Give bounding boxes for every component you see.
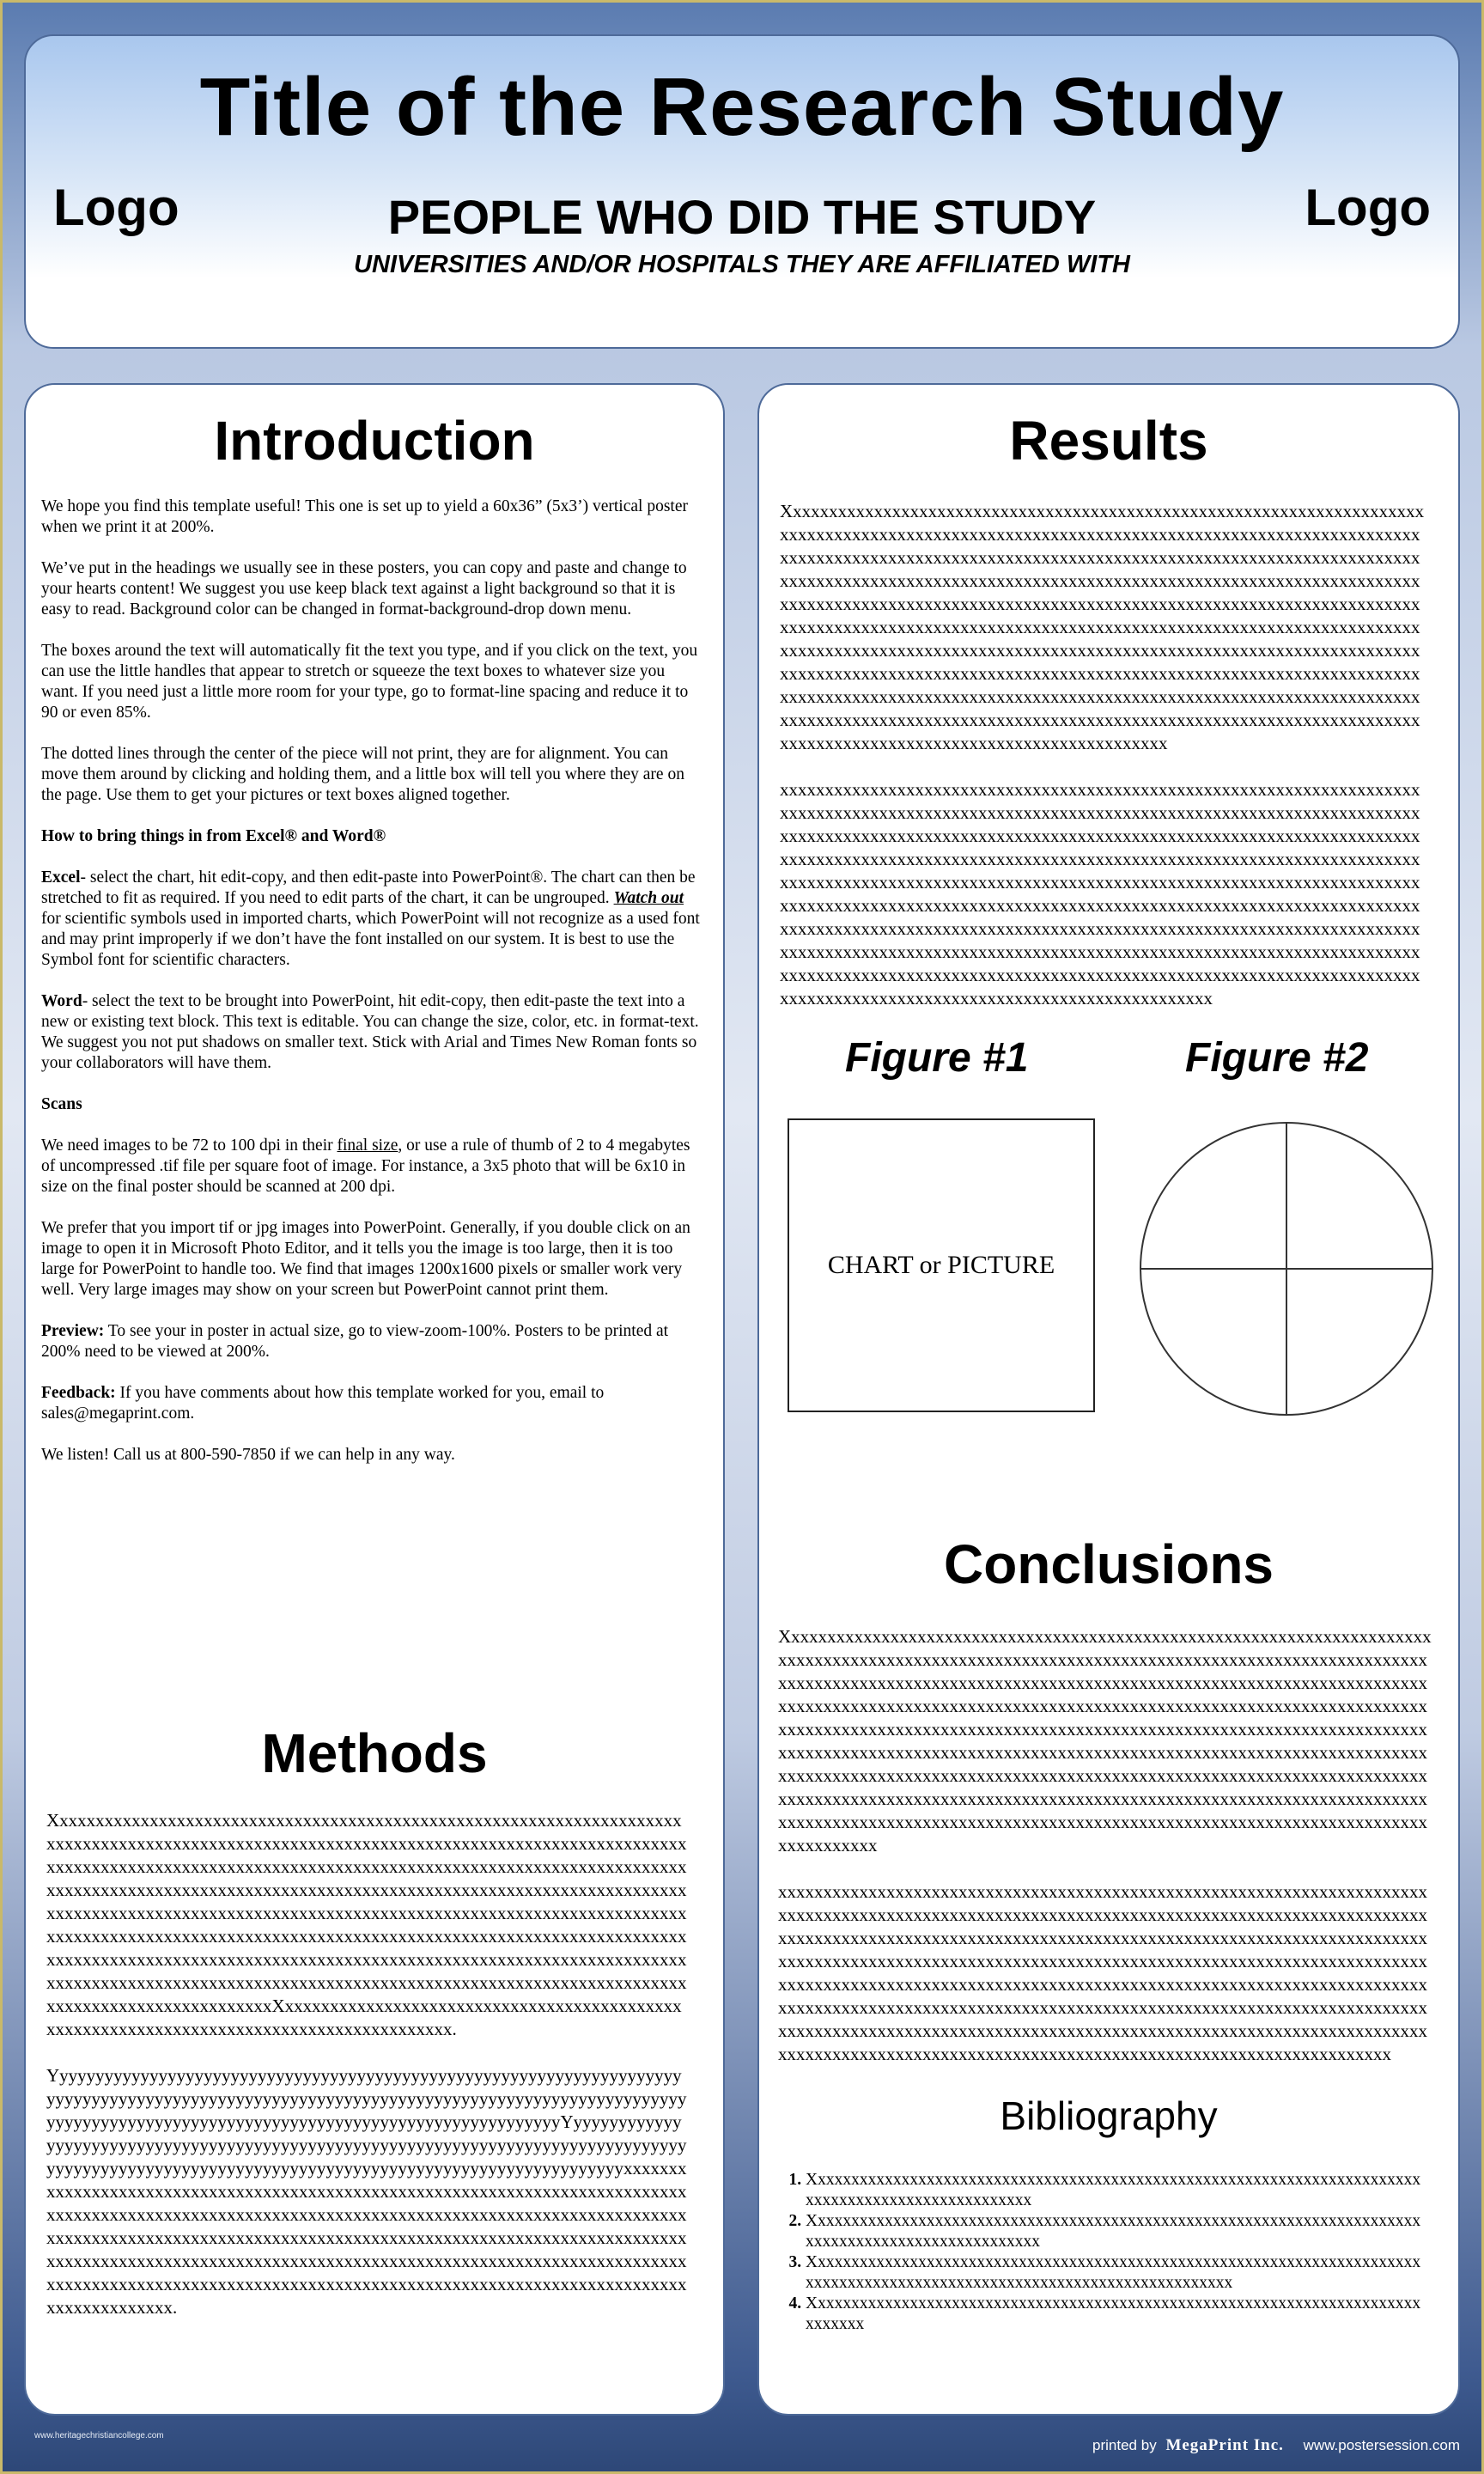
results-paragraph: Xxxxxxxxxxxxxxxxxxxxxxxxxxxxxxxxxxxxxxxxxxxxxxxxxxxxxxxxxxxxxxxxxxxxxxxxxxxxxxxxxxxxxxxxxxxxxxxxxxxxxxxxxxxxxxxxxxxxxxxxxxxxxxxxxxxxxxxxxxxxxxxxxxxxxxxxxxxxxxxxxxxxxxxxxxxxxxxxxxxxxxxxxxxxxxxxxxxxxxxxxxxxxxxxxxxxxxxxxxxxxxxxxxxxxxxxxxxxxxxxxxxxxxxxxxxxxxxxxxxxxxxxxxxxxxxxxxxxxxxxxxxxxxxxxxxxxxxxxxxxxxxxxxxxxxxxxxxxxxxxxxxxxxxxxxxxxxxxxxxxxxxxxxxxxxxxxxxxxxxxxxxxxxxxxxxxxxxxxxxxxxxxxxxxxxxxxxxxxxxxxxxxxxxxxxxxxxxxxxxxxxxxxxxxxxxxxxxxxxxxxxxxxxxxxxxxxxxxxxxxxxxxxxxxxxxxxxxxxxxxxxxxxxxxxxxxxxxxxxxxxxxxxxxxxxxxxxxxxxxxxxxxxxxxxxxxxxxxxxxxxxxxxxxxxxxxxxxxxxxxxxxxxxxxxxxxxxxxxxxxxxxxxxxxxxxxxxxxxxxxxxxxxxxxxxxxxxxxxxxxxxxxxxxxxxxxxxxxxxxxxxxxxxxxxxxxxxxxxxxxxxxxxxxxxxxxxxxxxxxxxxxxxxxxxxxxxxxxxxxxxxxxxxxxxxxxxxxxxxxxxxxxxxxxxxxxxxxxxxxxxxxxxxxxxxxxx bbox=[780, 501, 1425, 753]
source-watermark: www.heritagechristiancollege.com bbox=[34, 2431, 164, 2440]
bibliography-heading: Bibliography bbox=[1000, 2093, 1218, 2138]
introduction-body bbox=[41, 497, 702, 1486]
authors: PEOPLE WHO DID THE STUDY bbox=[387, 190, 1097, 244]
final-size-text: final size bbox=[337, 1136, 398, 1155]
methods-heading: Methods bbox=[261, 1722, 488, 1784]
figure-1-placeholder bbox=[788, 1118, 1095, 1412]
watch-out-text: Watch out bbox=[613, 889, 684, 907]
logo-left: Logo bbox=[53, 179, 179, 236]
scans-text-a: We need images to be 72 to 100 dpi in their bbox=[41, 1136, 338, 1155]
preview-label: Preview: bbox=[41, 1322, 105, 1340]
intro-paragraph-excel bbox=[41, 868, 702, 971]
right-column-panel bbox=[757, 383, 1460, 2416]
preview-text: To see your in poster in actual size, go to view-zoom-100%. Posters to be printed at 200% need to be viewed at 200%. bbox=[41, 1322, 669, 1361]
affiliations: UNIVERSITIES AND/OR HOSPITALS THEY ARE AFFILIATED WITH bbox=[354, 251, 1130, 278]
intro-paragraph: The dotted lines through the center of the piece will not print, they are for alignment. You can move them around by clicking and holding them, and a little box will tell you where they are on the page. Use them to get your pictures or text boxes aligned together. bbox=[41, 745, 684, 804]
printer-site: www.postersession.com bbox=[1303, 2437, 1460, 2453]
intro-paragraph: We listen! Call us at 800-590-7850 if we can help in any way. bbox=[41, 1446, 455, 1464]
left-column-panel bbox=[24, 383, 725, 2416]
poster-header bbox=[24, 34, 1460, 349]
bibliography-item: 2. Xxxxxxxxxxxxxxxxxxxxxxxxxxxxxxxxxxxxxxxxxxxxxxxxxxxxxxxxxxxxxxxxxxxxxxxxxxxxxxxxxxxxxxxxxxxxxxxxxxxxx bbox=[806, 2211, 1424, 2252]
conclusions-heading: Conclusions bbox=[943, 1533, 1274, 1595]
printer-credit bbox=[1092, 2436, 1460, 2455]
conclusions-body bbox=[778, 1625, 1432, 2089]
methods-paragraph: YyyyyyyyyyyyyyyyyyyyyyyyyyyyyyyyyyyyyyyyyyyyyyyyyyyyyyyyyyyyyyyyyyyyyyyyyyyyyyyyyyyyyyyyyyyyyyyyyyyyyyyyyyyyyyyyyyyyyyyyyyyyyyyyyyyyyyyyyyyyyyyyyyyyyyyyyyyyyyyyyyyyyyyyyyyyyyyyyyyyyyyyyyyyyyyyyyyyyyYyyyyyyyyyyyyyyyyyyyyyyyyyyyyyyyyyyyyyyyyyyyyyyyyyyyyyyyyyyyyyyyyyyyyyyyyyyyyyyyyyyyyyyyyyyyyyyyyyyyyyyyyyyyyyyyyyyyyyyyyyyyyyyyyyyyyyyyyyyyyyyyyyyyxxxxxxxxxxxxxxxxxxxxxxxxxxxxxxxxxxxxxxxxxxxxxxxxxxxxxxxxxxxxxxxxxxxxxxxxxxxxxxxxxxxxxxxxxxxxxxxxxxxxxxxxxxxxxxxxxxxxxxxxxxxxxxxxxxxxxxxxxxxxxxxxxxxxxxxxxxxxxxxxxxxxxxxxxxxxxxxxxxxxxxxxxxxxxxxxxxxxxxxxxxxxxxxxxxxxxxxxxxxxxxxxxxxxxxxxxxxxxxxxxxxxxxxxxxxxxxxxxxxxxxxxxxxxxxxxxxxxxxxxxxxxxxxxxxxxxxxxxxxxxxxxxxxxxxxxxxxxxxxxxxxxxxxxxxxxxxxxxxxxxxxxxxxxxxxxxxxxxxxxxxxxxxxxxxxxxxxx. bbox=[46, 2065, 687, 2318]
intro-paragraph-preview bbox=[41, 1321, 702, 1362]
introduction-heading: Introduction bbox=[214, 410, 535, 472]
word-label: Word bbox=[41, 992, 82, 1010]
intro-paragraph: The boxes around the text will automatically fit the text you type, and if you click on the text, you can use the little handles that appear to stretch or squeeze the text boxes to whatever size you want. If you need just a little more room for your type, go to format-line spacing and reduce it to 90 or even 85%. bbox=[41, 642, 698, 722]
bibliography-item: 1. Xxxxxxxxxxxxxxxxxxxxxxxxxxxxxxxxxxxxxxxxxxxxxxxxxxxxxxxxxxxxxxxxxxxxxxxxxxxxxxxxxxxxxxxxxxxxxxxxxxxx bbox=[806, 2170, 1424, 2211]
results-body bbox=[780, 500, 1427, 1033]
intro-paragraph-scans bbox=[41, 1136, 702, 1197]
excel-text-a: - select the chart, hit edit-copy, and then edit-paste into PowerPoint®. The chart can then be stretched to fit as required. If you need to edit parts of the chart, it can be ungrouped. bbox=[41, 868, 696, 907]
figure-2-label: Figure #2 bbox=[1185, 1035, 1369, 1081]
bibliography-item: 3. Xxxxxxxxxxxxxxxxxxxxxxxxxxxxxxxxxxxxxxxxxxxxxxxxxxxxxxxxxxxxxxxxxxxxxxxxxxxxxxxxxxxxxxxxxxxxxxxxxxxxxxxxxxxxxxxxxxxxxxxxxxxx bbox=[806, 2252, 1424, 2294]
logo-right: Logo bbox=[1305, 179, 1431, 236]
feedback-text: If you have comments about how this template worked for you, email to sales@megaprint.com. bbox=[41, 1384, 605, 1423]
feedback-label: Feedback: bbox=[41, 1384, 116, 1402]
methods-body bbox=[46, 1809, 690, 2343]
word-text: - select the text to be brought into PowerPoint, hit edit-copy, then edit-paste the text into a new or existing text block. This text is editable. You can change the size, color, etc. in format-text. We suggest you not put shadows on smaller text. Stick with Arial and Times New Roman fonts so your collaborators will have them. bbox=[41, 992, 699, 1072]
poster-title: Title of the Research Study bbox=[199, 61, 1285, 153]
scans-text-b: , or use a rule of thumb of 2 to 4 megabytes of uncompressed .tif file per square foot of image. For instance, a 3x5 photo that will be 6x10 in size on the final poster should be scanned at 200 dpi. bbox=[41, 1136, 690, 1196]
printed-by-text: printed by bbox=[1092, 2437, 1157, 2453]
scans-label: Scans bbox=[41, 1095, 82, 1113]
methods-paragraph: XxxxxxxxxxxxxxxxxxxxxxxxxxxxxxxxxxxxxxxxxxxxxxxxxxxxxxxxxxxxxxxxxxxxxxxxxxxxxxxxxxxxxxxxxxxxxxxxxxxxxxxxxxxxxxxxxxxxxxxxxxxxxxxxxxxxxxxxxxxxxxxxxxxxxxxxxxxxxxxxxxxxxxxxxxxxxxxxxxxxxxxxxxxxxxxxxxxxxxxxxxxxxxxxxxxxxxxxxxxxxxxxxxxxxxxxxxxxxxxxxxxxxxxxxxxxxxxxxxxxxxxxxxxxxxxxxxxxxxxxxxxxxxxxxxxxxxxxxxxxxxxxxxxxxxxxxxxxxxxxxxxxxxxxxxxxxxxxxxxxxxxxxxxxxxxxxxxxxxxxxxxxxxxxxxxxxxxxxxxxxxxxxxxxxxxxxxxxxxxxxxxxxxxxxxxxxxxxxxxxxxxxxxxxxxxxxxxxxxxxxxxxxxxxxxxxxxxxxxxxxxxxxxxxxxxxxxxxxxxxxxxxxxxxxxxxxxxxxxxxxxxxxxxxxxxxxxxxxxxxxxxxxxxxxxxxxxxxxxxxxxxxxxxxxxxxxxxxxxxxxxxxxxxxxxxxxxxxxxxxxxxxxxxxxxxxXxxxxxxxxxxxxxxxxxxxxxxxxxxxxxxxxxxxxxxxxxxxxxxxxxxxxxxxxxxxxxxxxxxxxxxxxxxxxxxxxxxxxxxxxx. bbox=[46, 1810, 687, 2039]
intro-paragraph: We hope you find this template useful! This one is set up to yield a 60x36” (5x3’) vertical poster when we print it at 200%. bbox=[41, 497, 688, 536]
intro-paragraph: We’ve put in the headings we usually see in these posters, you can copy and paste and change to your hearts content! We suggest you use keep black text against a light background so that it is easy to read. Background color can be changed in format-background-drop down menu. bbox=[41, 559, 687, 618]
excel-label: Excel bbox=[41, 868, 81, 887]
results-paragraph: xxxxxxxxxxxxxxxxxxxxxxxxxxxxxxxxxxxxxxxxxxxxxxxxxxxxxxxxxxxxxxxxxxxxxxxxxxxxxxxxxxxxxxxxxxxxxxxxxxxxxxxxxxxxxxxxxxxxxxxxxxxxxxxxxxxxxxxxxxxxxxxxxxxxxxxxxxxxxxxxxxxxxxxxxxxxxxxxxxxxxxxxxxxxxxxxxxxxxxxxxxxxxxxxxxxxxxxxxxxxxxxxxxxxxxxxxxxxxxxxxxxxxxxxxxxxxxxxxxxxxxxxxxxxxxxxxxxxxxxxxxxxxxxxxxxxxxxxxxxxxxxxxxxxxxxxxxxxxxxxxxxxxxxxxxxxxxxxxxxxxxxxxxxxxxxxxxxxxxxxxxxxxxxxxxxxxxxxxxxxxxxxxxxxxxxxxxxxxxxxxxxxxxxxxxxxxxxxxxxxxxxxxxxxxxxxxxxxxxxxxxxxxxxxxxxxxxxxxxxxxxxxxxxxxxxxxxxxxxxxxxxxxxxxxxxxxxxxxxxxxxxxxxxxxxxxxxxxxxxxxxxxxxxxxxxxxxxxxxxxxxxxxxxxxxxxxxxxxxxxxxxxxxxxxxxxxxxxxxxxxxxxxxxxxxxxxxxxxxxxxxxxxxxxxxxxxxxxxxxxxxxxxxxxxxxxxxxxxxxxxxxxxxxxxxxxxxxxxxxxxxxxxxxxxxxxxxxxxxxxxxxxxxx bbox=[780, 779, 1420, 1008]
intro-subheading-excel-word bbox=[41, 826, 702, 847]
bibliography-list bbox=[785, 2170, 1424, 2335]
chart-placeholder-text: CHART or PICTURE bbox=[827, 1251, 1055, 1279]
intro-paragraph-word bbox=[41, 991, 702, 1074]
figure-2-pie-placeholder bbox=[1138, 1120, 1435, 1417]
bibliography-item: 4. Xxxxxxxxxxxxxxxxxxxxxxxxxxxxxxxxxxxxxxxxxxxxxxxxxxxxxxxxxxxxxxxxxxxxxxxxxxxxxxxx bbox=[806, 2294, 1424, 2335]
conclusions-paragraph: Xxxxxxxxxxxxxxxxxxxxxxxxxxxxxxxxxxxxxxxxxxxxxxxxxxxxxxxxxxxxxxxxxxxxxxxxxxxxxxxxxxxxxxxxxxxxxxxxxxxxxxxxxxxxxxxxxxxxxxxxxxxxxxxxxxxxxxxxxxxxxxxxxxxxxxxxxxxxxxxxxxxxxxxxxxxxxxxxxxxxxxxxxxxxxxxxxxxxxxxxxxxxxxxxxxxxxxxxxxxxxxxxxxxxxxxxxxxxxxxxxxxxxxxxxxxxxxxxxxxxxxxxxxxxxxxxxxxxxxxxxxxxxxxxxxxxxxxxxxxxxxxxxxxxxxxxxxxxxxxxxxxxxxxxxxxxxxxxxxxxxxxxxxxxxxxxxxxxxxxxxxxxxxxxxxxxxxxxxxxxxxxxxxxxxxxxxxxxxxxxxxxxxxxxxxxxxxxxxxxxxxxxxxxxxxxxxxxxxxxxxxxxxxxxxxxxxxxxxxxxxxxxxxxxxxxxxxxxxxxxxxxxxxxxxxxxxxxxxxxxxxxxxxxxxxxxxxxxxxxxxxxxxxxxxxxxxxxxxxxxxxxxxxxxxxxxxxxxxxxxxxxxxxxxxxxxxxxxxxxxxxxxxxxxxxxxxxxxxxxxxxxxxxxxxxxxxxxxxxxxxxxxxxxxxxxxxxxxxxxxxxxxxxxxxxxxxxxxxxx bbox=[778, 1626, 1432, 1855]
printer-brand: MegaPrint Inc. bbox=[1165, 2436, 1284, 2454]
figure-1-label: Figure #1 bbox=[845, 1035, 1029, 1081]
conclusions-paragraph: xxxxxxxxxxxxxxxxxxxxxxxxxxxxxxxxxxxxxxxxxxxxxxxxxxxxxxxxxxxxxxxxxxxxxxxxxxxxxxxxxxxxxxxxxxxxxxxxxxxxxxxxxxxxxxxxxxxxxxxxxxxxxxxxxxxxxxxxxxxxxxxxxxxxxxxxxxxxxxxxxxxxxxxxxxxxxxxxxxxxxxxxxxxxxxxxxxxxxxxxxxxxxxxxxxxxxxxxxxxxxxxxxxxxxxxxxxxxxxxxxxxxxxxxxxxxxxxxxxxxxxxxxxxxxxxxxxxxxxxxxxxxxxxxxxxxxxxxxxxxxxxxxxxxxxxxxxxxxxxxxxxxxxxxxxxxxxxxxxxxxxxxxxxxxxxxxxxxxxxxxxxxxxxxxxxxxxxxxxxxxxxxxxxxxxxxxxxxxxxxxxxxxxxxxxxxxxxxxxxxxxxxxxxxxxxxxxxxxxxxxxxxxxxxxxxxxxxxxxxxxxxxxxxxxxxxxxxxxxxxxxxxxxxxxxxxxxxxxxxxxxxxxxxxxxxxxxxxxxxxxxxxxxxxxxxxxxxxxxxxxxxxxxxxxxxxxxxxxxxxxxxxxxxxxxxx bbox=[778, 1881, 1427, 2064]
intro-paragraph-feedback bbox=[41, 1383, 702, 1424]
subheading-text: How to bring things in from Excel® and Word® bbox=[41, 827, 386, 845]
excel-text-b: for scientific symbols used in imported charts, which PowerPoint will not recognize as a used font and may print improperly if we don’t have the font installed on our system. It is best to use the Symbol font for scientific characters. bbox=[41, 910, 700, 969]
results-heading: Results bbox=[1009, 410, 1208, 472]
intro-subheading-scans bbox=[41, 1094, 702, 1115]
intro-paragraph: We prefer that you import tif or jpg images into PowerPoint. Generally, if you double click on an image to open it in Microsoft Photo Editor, and it tells you the image is too large, then it is too large for PowerPoint to handle too. We find that images 1200x1600 pixels or smaller work very well. Very large images may show on your screen but PowerPoint cannot print them. bbox=[41, 1219, 690, 1299]
